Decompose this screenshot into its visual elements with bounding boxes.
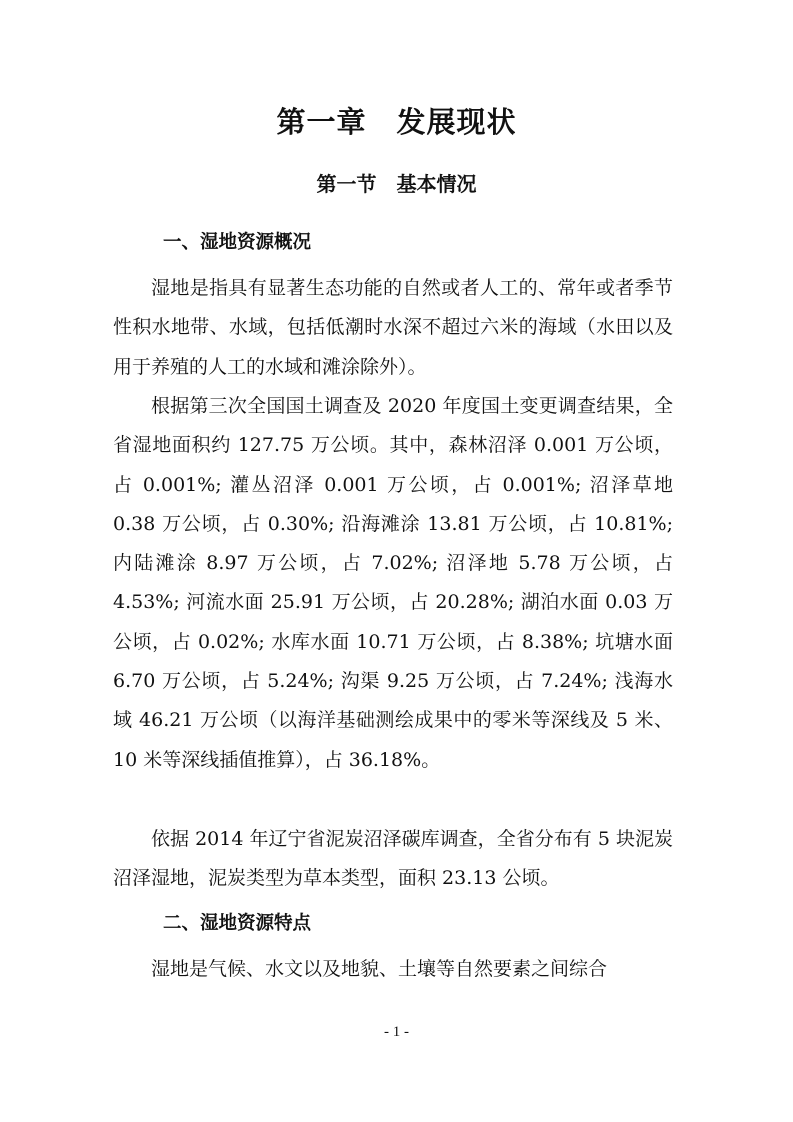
paragraph-wetland-features: 湿地是气候、水文以及地貌、土壤等自然要素之间综合: [151, 958, 608, 980]
paragraph-wetland-definition: 湿地是指具有显著生态功能的自然或者人工的、常年或者季节性积水地带、水域，包括低潮时水深不超过六米的海域（水田以及用于养殖的人工的水域和滩涂除外）。: [113, 277, 673, 378]
paragraph-wetland-area-statistics: 根据第三次全国国土调查及 2020 年度国土变更调查结果，全省湿地面积约 127.75 万公顷。其中，森林沼泽 0.001 万公顷，占 0.001%; 灌丛沼泽 0.001 万公顷，占 0.001%; 沼泽草地 0.38 万公顷，占 0.30%; 沿海滩涂 13.81 万公顷，占 10.81%; 内陆滩涂 8.97 万公顷，占 7.02%; 沼泽地 5.78 万公顷，占 4.53%; 河流水面 25.91 万公顷，占 20.28%; 湖泊水面 0.03 万公顷，占 0.02%; 水库水面 10.71 万公顷，占 8.38%; 坑塘水面 6.70 万公顷，占 5.24%; 沟渠 9.25 万公顷，占 7.24%; 浅海水域 46.21 万公顷（以海洋基础测绘成果中的零米等深线及 5 米、10 米等深线插值推算），占 36.18%。: [113, 395, 673, 771]
subsection-heading-overview: 一、湿地资源概况: [163, 232, 312, 253]
subsection-heading-features: 二、湿地资源特点: [163, 913, 312, 934]
page-number: - 1 -: [384, 1024, 409, 1040]
chapter-title: 第一章 发展现状: [276, 105, 517, 139]
section-title: 第一节 基本情况: [316, 172, 477, 196]
paragraph-peat-survey: 依据 2014 年辽宁省泥炭沼泽碳库调查，全省分布有 5 块泥炭沼泽湿地，泥炭类型为草本类型，面积 23.13 公顷。: [113, 828, 673, 890]
